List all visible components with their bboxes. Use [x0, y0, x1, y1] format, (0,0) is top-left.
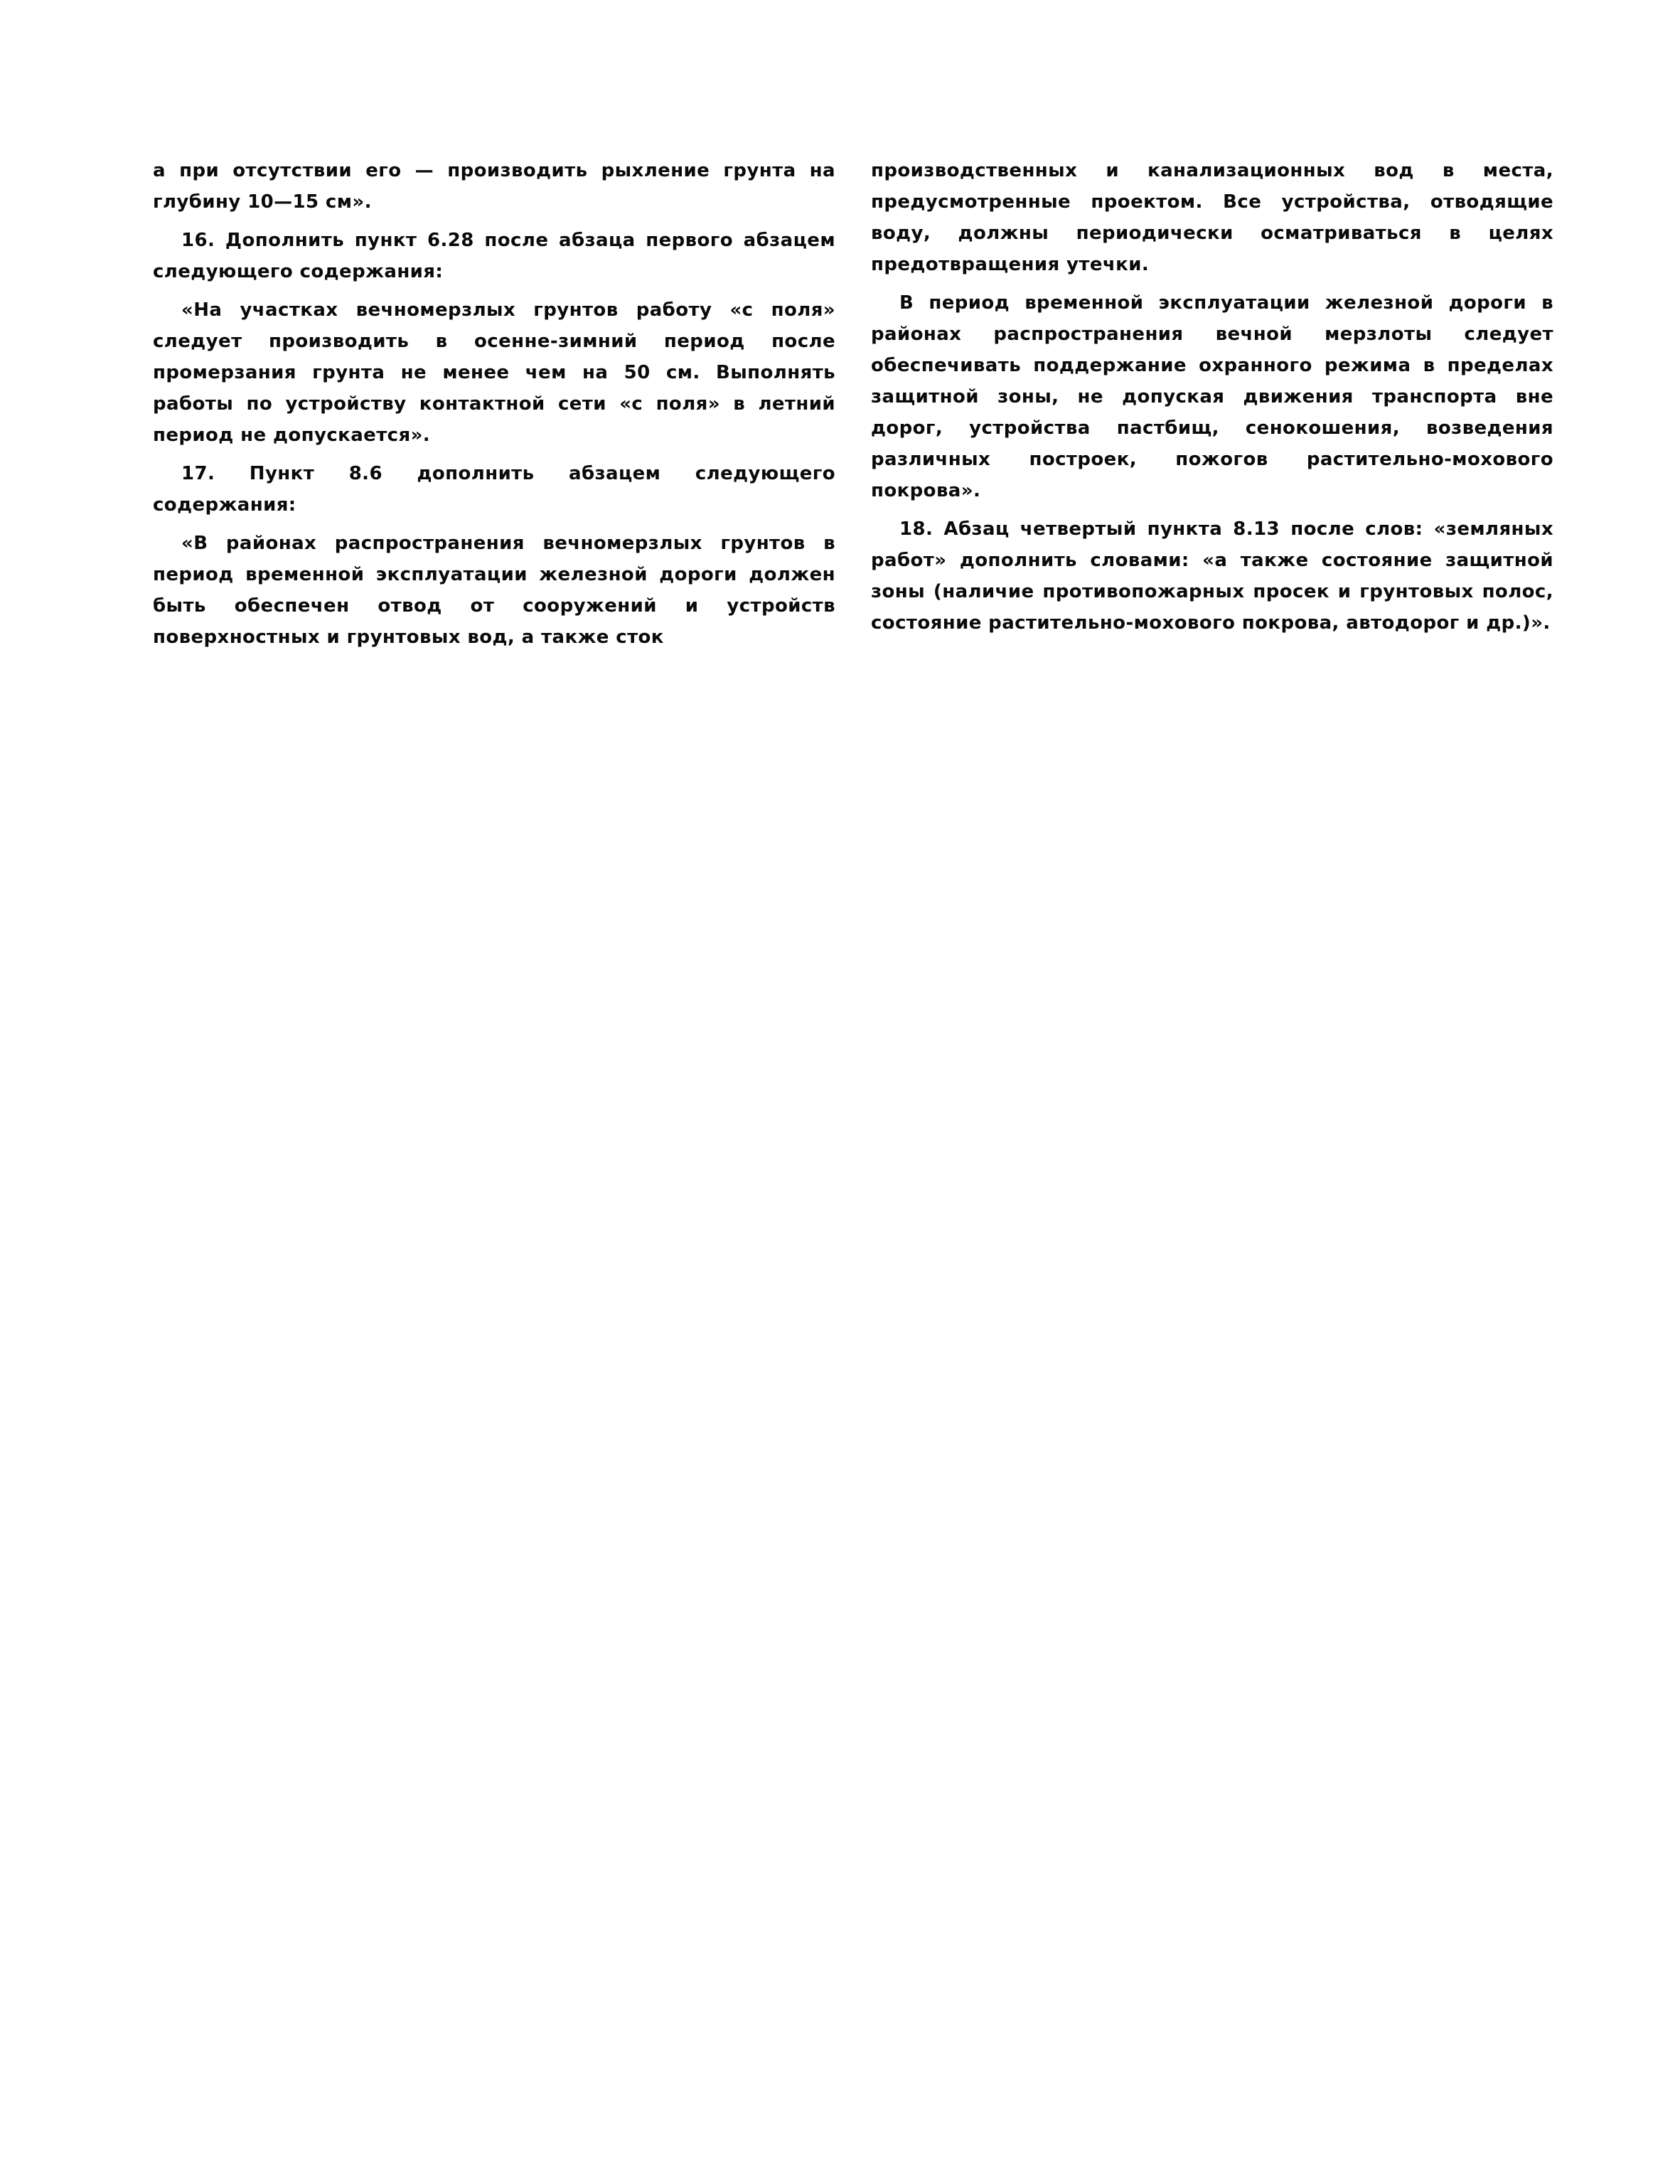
- paragraph-quote-permafrost-work: «На участках вечномерзлых грунтов работу «с поля» следует производить в осенне-зимний период после промерзания грунта не менее чем на 50 см. Выполнять работы по устройству контактной сети «с поля» в летний период не допускается».: [153, 299, 835, 446]
- paragraph-item-17: 17. Пункт 8.6 дополнить абзацем следующего содержания:: [153, 463, 835, 516]
- paragraph-protective-zone: В период временной эксплуатации железной дороги в районах распространения вечной мерзлоты следует обеспечивать поддержание охранного режима в пределах защитной зоны, не допуская движения транспорта вне дорог, устройства пастбищ, сенокошения, возведения различных построек, пожогов растительно-мохового покрова».: [871, 292, 1553, 501]
- paragraph-quote-drainage: «В районах распространения вечномерзлых грунтов в период временной эксплуатации железной дороги должен быть обеспечен отвод от сооружений и устройств поверхностных и грунтовых вод, а также сток: [153, 533, 835, 648]
- paragraph-item-16: 16. Дополнить пункт 6.28 после абзаца первого абзацем следующего содержания:: [153, 230, 835, 282]
- left-column: [153, 155, 835, 660]
- right-column: [871, 155, 1553, 646]
- paragraph-item-18: 18. Абзац четвертый пункта 8.13 после слов: «земляных работ» дополнить словами: «а также состояние защитной зоны (наличие противопожарных просек и грунтовых полос, состояние растительно-мохового покрова, автодорог и др.)».: [871, 518, 1553, 634]
- paragraph-drainage-continuation: производственных и канализационных вод в места, предусмотренные проектом. Все устройства, отводящие воду, должны периодически осматриваться в целях предотвращения утечки.: [871, 160, 1553, 275]
- paragraph-continuation: а при отсутствии его — производить рыхление грунта на глубину 10—15 см».: [153, 160, 835, 213]
